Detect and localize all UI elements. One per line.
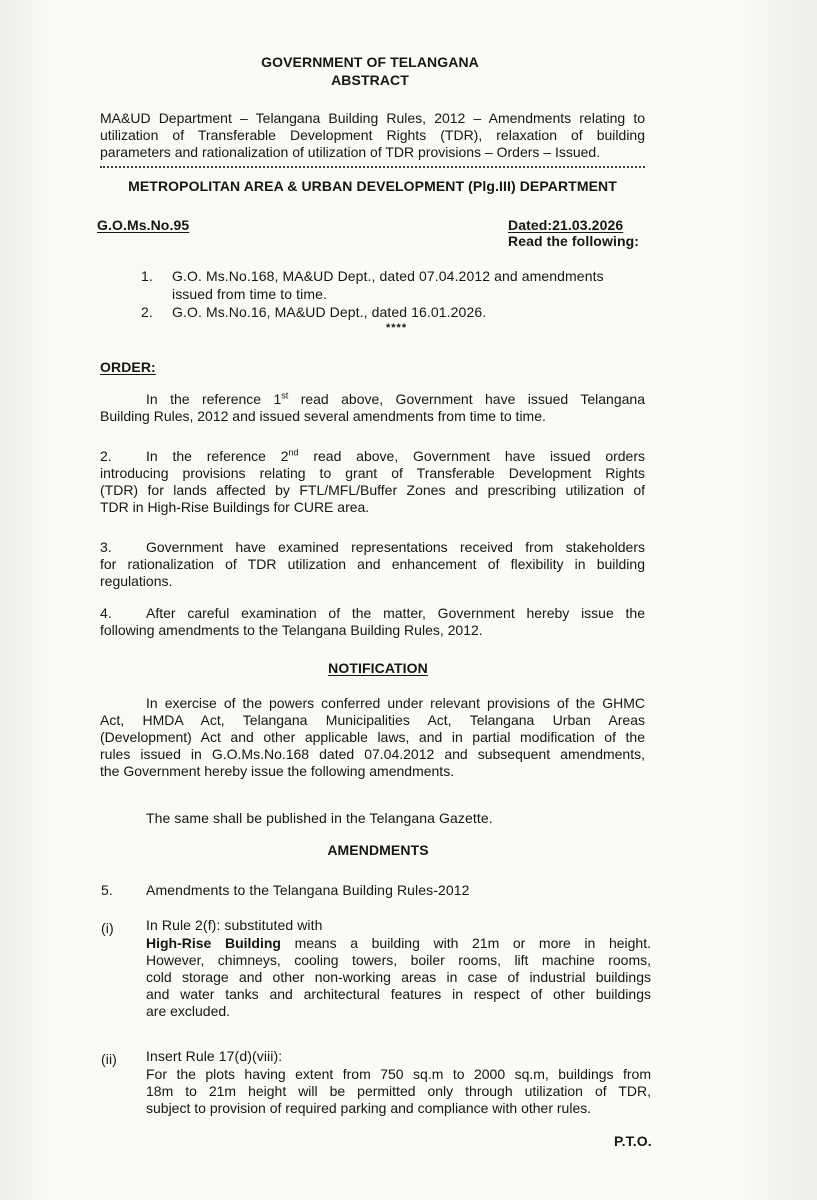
paragraph-3-line-2: for rationalization of TDR utilization and enhancement of flexibility in building [100,556,645,572]
subject-line-2: utilization of Transferable Development Rights (TDR), relaxation of building [100,127,645,143]
notification-paragraph [100,695,645,780]
separator-stars: **** [386,322,408,334]
pto-marker: P.T.O. [614,1133,652,1149]
item-i-line-4: and water tanks and architectural features in respect of other buildings [146,986,651,1002]
reference-1-number: 1. [141,268,153,284]
order-heading: ORDER: [100,359,156,375]
item-ii-paragraph [146,1066,651,1117]
abstract-title: ABSTRACT [331,72,409,88]
paragraph-4-line-2: following amendments to the Telangana Building Rules, 2012. [100,622,483,638]
read-following: Read the following: [508,233,640,249]
item-ii-number: (ii) [101,1051,117,1067]
p2-text-a: In the reference 2 [146,448,289,464]
paragraph-1-line-2: Building Rules, 2012 and issued several amendments from time to time. [100,408,546,424]
subject-line-3: parameters and rationalization of utilization of TDR provisions – Orders – Issued. [100,144,601,160]
gazette-line: The same shall be published in the Telangana Gazette. [146,810,493,826]
reference-1-line-1: G.O. Ms.No.168, MA&UD Dept., dated 07.04.2012 and amendments [172,268,604,284]
go-number: G.O.Ms.No.95 [97,217,190,233]
paragraph-3-line-3: regulations. [100,573,173,589]
item-ii-line-3: subject to provision of required parking and compliance with other rules. [146,1100,592,1116]
item-i-line-1-rest: means a building with 21m or more in height. [280,935,652,951]
high-rise-term: High-Rise Building [146,935,281,951]
notification-heading: NOTIFICATION [328,660,428,676]
department-title: METROPOLITAN AREA & URBAN DEVELOPMENT (Plg.III) DEPARTMENT [128,178,617,194]
notification-line-4: rules issued in G.O.Ms.No.168 dated 07.04.2012 and subsequent amendments, [100,746,645,762]
notification-line-5: the Government hereby issue the following amendments. [100,763,455,779]
paragraph-3-number: 3. [100,539,112,555]
item-i-line-2: However, chimneys, cooling towers, boiler rooms, lift machine rooms, [146,952,651,968]
paragraph-4 [100,605,645,639]
item-ii-intro: Insert Rule 17(d)(viii): [146,1048,283,1064]
subject-line-1: MA&UD Department – Telangana Building Rules, 2012 – Amendments relating to [100,110,645,126]
notification-line-3: (Development) Act and other applicable laws, and in partial modification of the [100,729,645,745]
p1-superscript: st [281,390,289,401]
item-i-line-5: are excluded. [146,1003,231,1019]
notification-line-1: In exercise of the powers conferred under relevant provisions of the GHMC [146,695,645,711]
paragraph-3 [100,539,645,590]
item-i-line-1 [146,935,651,952]
subject-paragraph [100,110,645,161]
reference-1-line-2: issued from time to time. [172,286,327,302]
p1-text-a: In the reference 1 [146,391,282,407]
p1-text-b: read above, Government have issued Telangana [288,391,645,407]
paragraph-1-line-1 [100,391,645,408]
item-5-text: Amendments to the Telangana Building Rules-2012 [146,882,470,898]
p2-superscript: nd [288,447,299,458]
reference-2-number: 2. [141,304,153,320]
notification-line-2: Act, HMDA Act, Telangana Municipalities Act, Telangana Urban Areas [100,712,645,728]
paragraph-2-line-2: introducing provisions relating to grant of Transferable Development Rights [100,465,645,481]
paragraph-2-line-3: (TDR) for lands affected by FTL/MFL/Buffer Zones and prescribing utilization of [100,482,645,498]
p2-text-b: read above, Government have issued orders [298,448,645,464]
item-i-number: (i) [101,920,114,936]
paragraph-2-line-4: TDR in High-Rise Buildings for CURE area. [100,499,370,515]
item-ii-line-1: For the plots having extent from 750 sq.m to 2000 sq.m, buildings from [146,1066,651,1082]
paragraph-1 [100,391,645,425]
item-i-paragraph [146,935,651,1020]
paragraph-2-number: 2. [100,448,112,464]
paragraph-4-number: 4. [100,605,112,621]
paragraph-3-line-1: Government have examined representations received from stakeholders [146,539,645,555]
item-i-intro: In Rule 2(f): substituted with [146,917,323,933]
item-ii-line-2: 18m to 21m height will be permitted only through utilization of TDR, [146,1083,651,1099]
item-i-line-3: cold storage and other non-working areas in case of industrial buildings [146,969,651,985]
paragraph-4-line-1: After careful examination of the matter, Government hereby issue the [146,605,645,621]
dated: Dated:21.03.2026 [508,217,624,233]
separator-line [100,166,645,168]
paragraph-2-line-1 [100,448,645,465]
amendments-heading: AMENDMENTS [327,842,429,858]
paragraph-2 [100,448,645,516]
item-5-number: 5. [101,882,113,898]
reference-2-line-1: G.O. Ms.No.16, MA&UD Dept., dated 16.01.2026. [172,304,487,320]
government-title: GOVERNMENT OF TELANGANA [261,54,479,70]
